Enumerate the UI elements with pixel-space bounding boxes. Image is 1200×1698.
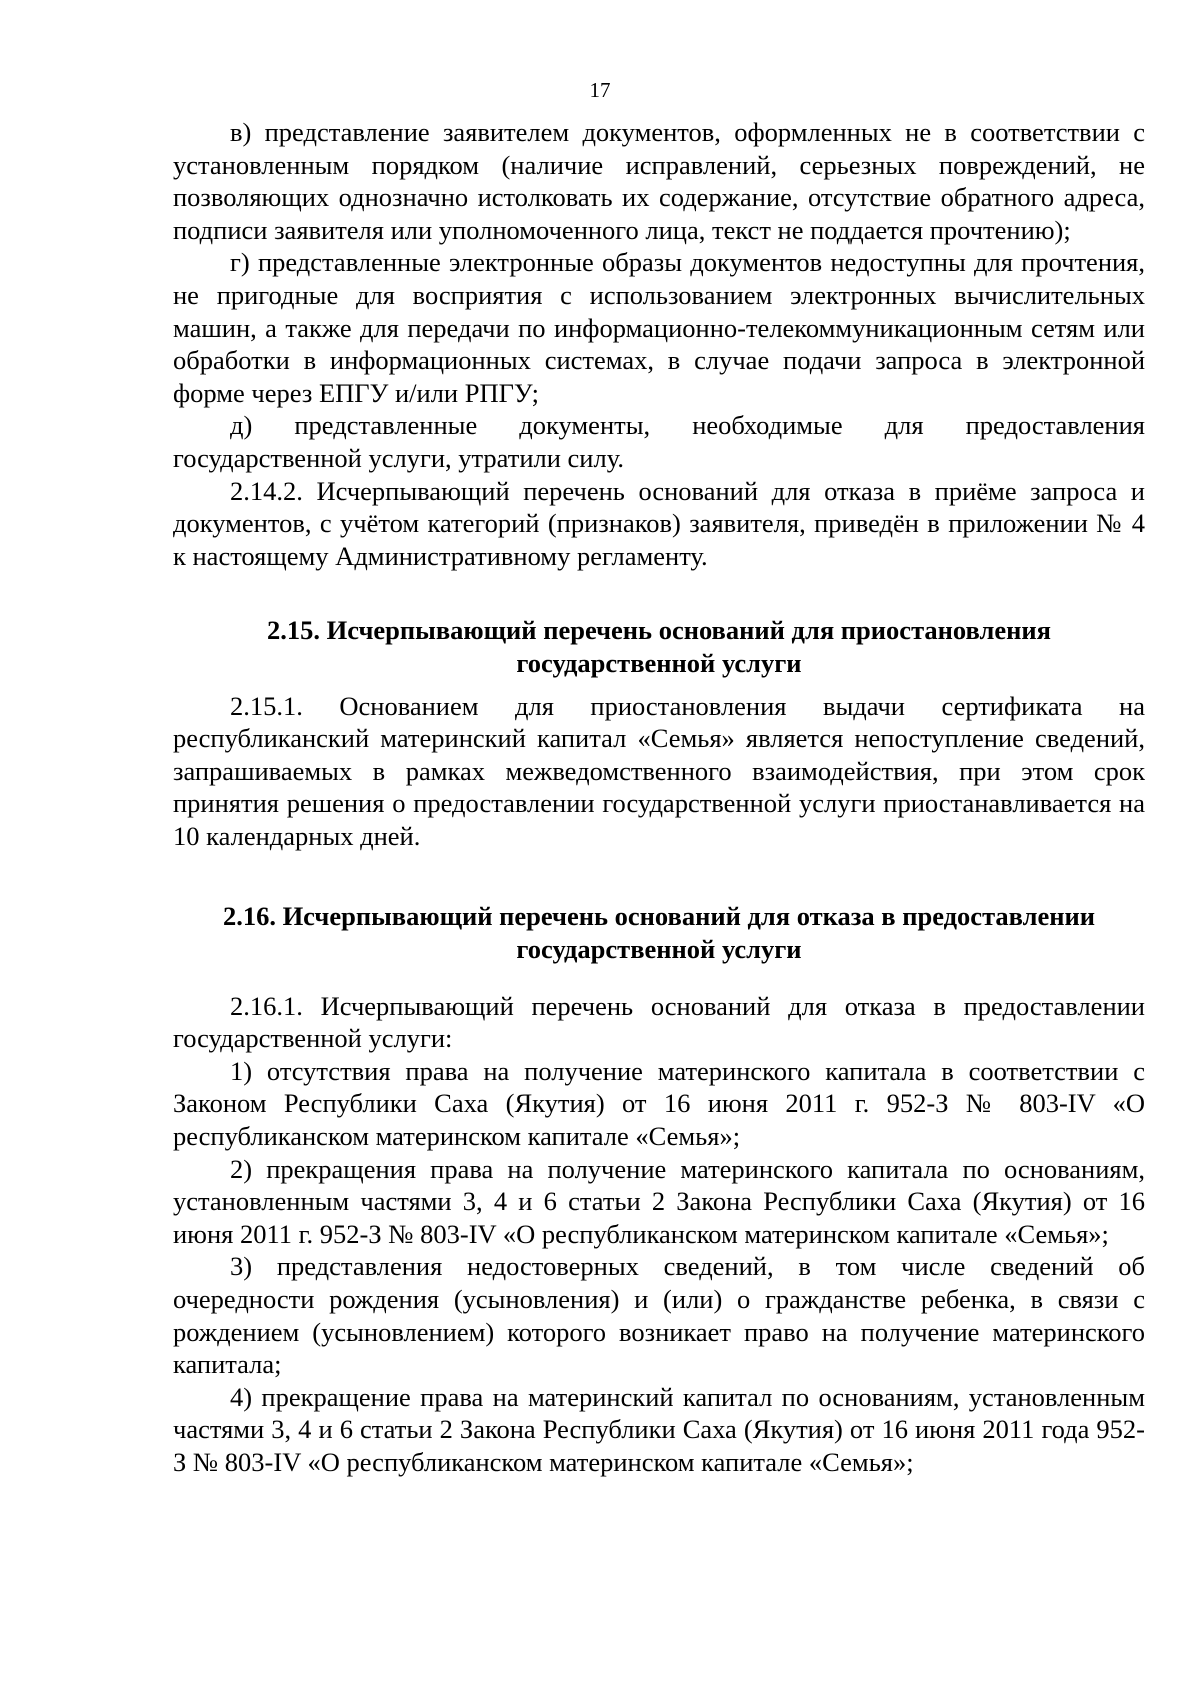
list-item-3: 3) представления недостоверных сведений, в том числе сведений об очередности рождения (усыновления) и (или) о гражданстве ребенка, в связи с рождением (усыновлением) которого возникает право на получение материнского капитала; xyxy=(173,1251,1145,1380)
paragraph-2-16-1: 2.16.1. Исчерпывающий перечень оснований для отказа в предоставлении государственной услуги: xyxy=(173,990,1145,1054)
document-body xyxy=(173,116,1145,1479)
paragraph-item-d: д) представленные документы, необходимые для предоставления государственной услуги, утратили силу. xyxy=(173,410,1145,473)
section-heading-2-15 xyxy=(173,614,1145,679)
page-number: 17 xyxy=(589,78,611,102)
section-heading-line: 2.15. Исчерпывающий перечень оснований для приостановления xyxy=(266,615,1051,646)
paragraph-2-15-1: 2.15.1. Основанием для приостановления выдачи сертификата на республиканский материнский капитал «Семья» является непоступление сведений, запрашиваемых в рамках межведомственного взаимодействия, при этом срок принятия решения о предоставлении государственной услуги приостанавливается на 10 календарных дней. xyxy=(173,690,1145,851)
paragraph-item-g: г) представленные электронные образы документов недоступны для прочтения, не пригодные для восприятия с использованием электронных вычислительных машин, а также для передачи по информационно-телекоммуникационным сетям или обработки в информационных системах, в случае подачи запроса в электронной форме через ЕПГУ и/или РПГУ; xyxy=(173,247,1145,408)
section-heading-line: 2.16. Исчерпывающий перечень оснований для отказа в предоставлении xyxy=(222,901,1096,932)
paragraph-item-v: в) представление заявителем документов, оформленных не в соответствии с установленным порядком (наличие исправлений, серьезных повреждений, не позволяющих однозначно истолковать их содержание, отсутствие обратного адреса, подписи заявителя или уполномоченного лица, текст не поддается прочтению); xyxy=(173,117,1145,245)
paragraph-2-14-2: 2.14.2. Исчерпывающий перечень оснований для отказа в приёме запроса и документов, с учётом категорий (признаков) заявителя, приведён в приложении № 4 к настоящему Административному регламенту. xyxy=(173,475,1145,571)
section-heading-line: государственной услуги xyxy=(516,934,802,965)
list-item-1: 1) отсутствия права на получение материнского капитала в соответствии с Законом Республики Саха (Якутия) от 16 июня 2011 г. 952-З № 803-IV «О республиканском материнском капитале «Семья»; xyxy=(173,1055,1145,1152)
section-heading-2-16 xyxy=(173,900,1145,965)
section-heading-line: государственной услуги xyxy=(516,647,802,678)
list-item-2: 2) прекращения права на получение материнского капитала по основаниям, установленным частями 3, 4 и 6 статьи 2 Закона Республики Саха (Якутия) от 16 июня 2011 г. 952-З № 803-IV «О республиканском материнском капитале «Семья»; xyxy=(173,1153,1145,1249)
list-item-4: 4) прекращение права на материнский капитал по основаниям, установленным частями 3, 4 и 6 статьи 2 Закона Республики Саха (Якутия) от 16 июня 2011 года 952-З № 803-IV «О республиканском материнском капитале «Семья»; xyxy=(173,1381,1145,1477)
